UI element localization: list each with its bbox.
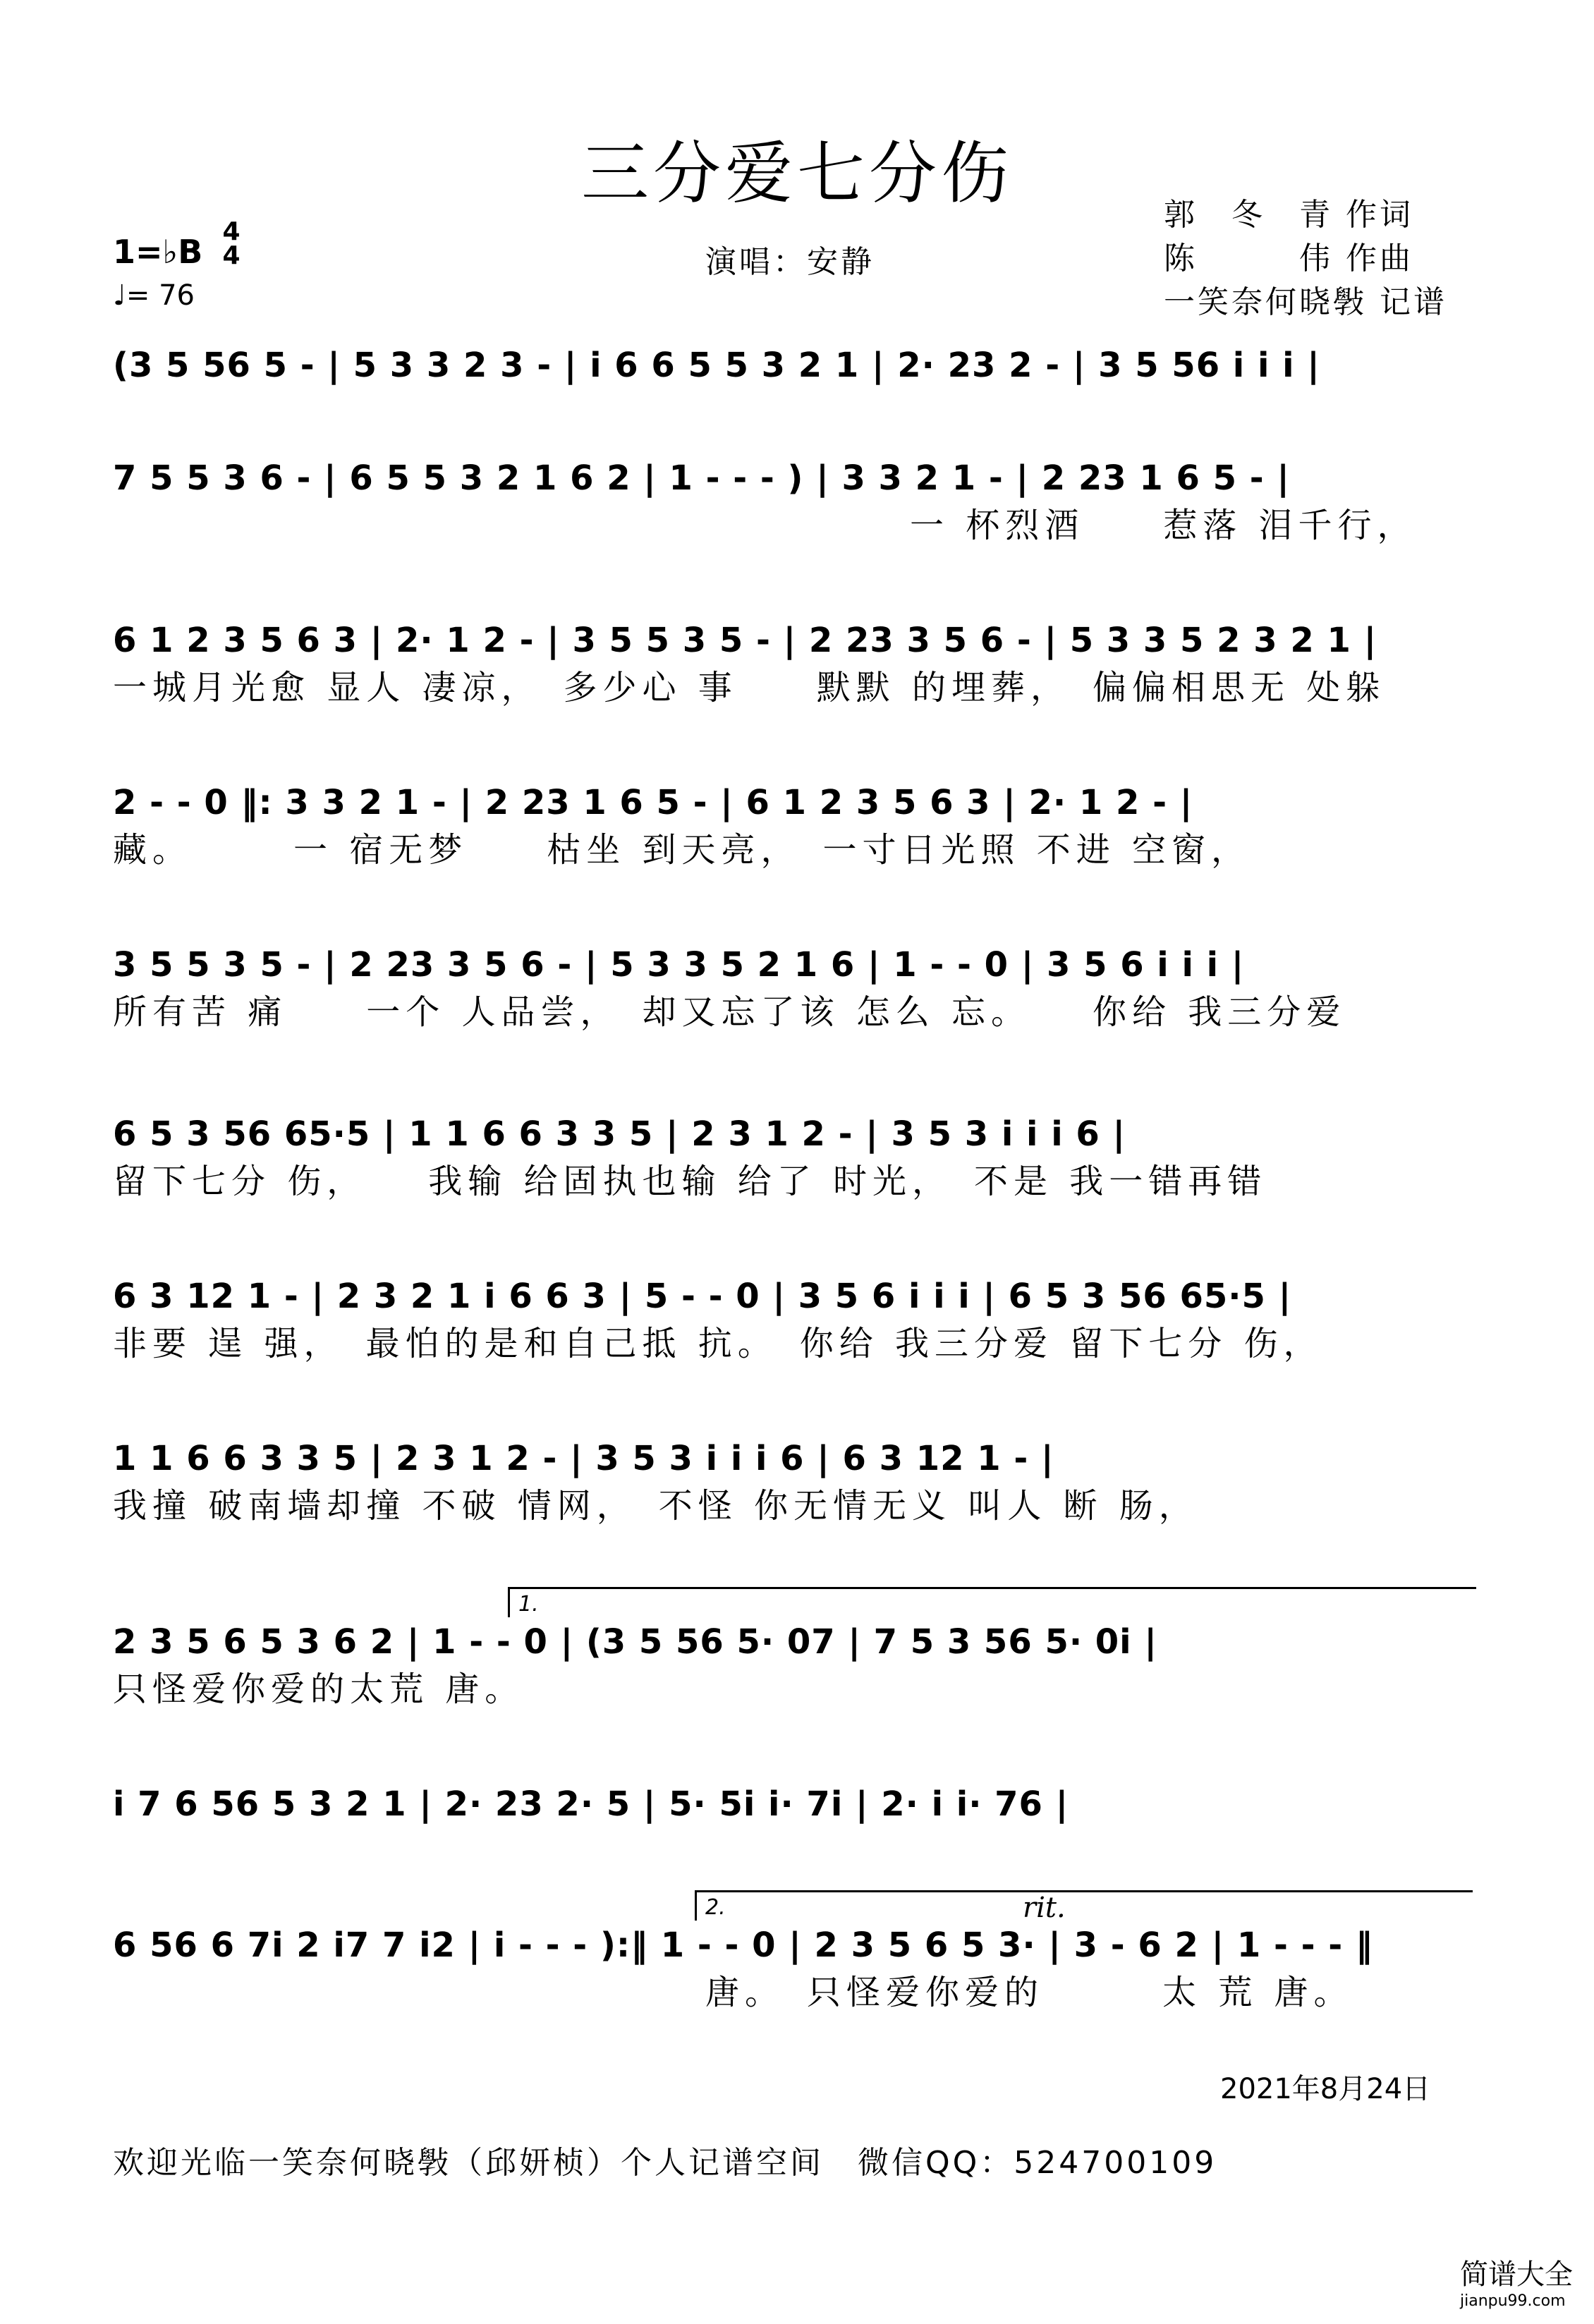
score-system-8 [113, 1439, 1198, 1527]
ritardando-marking: rit. [1023, 1892, 1066, 1924]
time-signature-top: 4 [222, 217, 241, 246]
transcriber-credit: 一笑奈何晓斅 记谱 [1164, 284, 1447, 320]
transcription-date: 2021年8月24日 [1220, 2073, 1431, 2105]
score-system-10 [113, 1784, 1069, 1824]
notes-line: 6 3 12 1 - | 2 3 2 1 i 6 6 3 | 5 - - 0 | 3 5 6 i i i | 6 5 3 56 65·5 | [113, 1277, 1292, 1316]
score-system-7 [113, 1277, 1323, 1365]
lyrics-line: 所有苦 痛 一个 人品尝， 却又忘了该 怎么 忘。 你给 我三分爱 [113, 992, 1346, 1032]
tempo-marking: ♩= 76 [113, 279, 195, 312]
watermark-logo [1460, 2252, 1573, 2310]
notes-line: 2 - - 0 ‖: 3 3 2 1 - | 2 23 1 6 5 - | 6 1 2 3 5 6 3 | 2· 1 2 - | [113, 783, 1193, 822]
footer-note: 欢迎光临一笑奈何晓斅（邱妍桢）个人记谱空间 微信QQ：524700109 [113, 2145, 1217, 2181]
score-system-2 [113, 458, 1417, 547]
notes-line: 1 1 6 6 3 3 5 | 2 3 1 2 - | 3 5 3 i i i 6 | 6 3 12 1 - | [113, 1439, 1054, 1478]
volta-1-bracket [508, 1587, 1476, 1617]
score-system-4 [113, 783, 1251, 871]
notes-line: 3 5 5 3 5 - | 2 23 3 5 6 - | 5 3 3 5 2 1 6 | 1 - - 0 | 3 5 6 i i i | [113, 945, 1245, 985]
notes-line: 7 5 5 3 6 - | 6 5 5 3 2 1 6 2 | 1 - - - ) | 3 3 2 1 - | 2 23 1 6 5 - | [113, 458, 1290, 498]
lyrics-line: 唐。 只怪爱你爱的 太 荒 唐。 [705, 1973, 1353, 2012]
time-signature [217, 217, 245, 270]
lyrics-line: 一 杯烈酒 惹落 泪千行， [910, 506, 1417, 545]
score-system-6 [113, 1114, 1267, 1203]
notes-line: 6 1 2 3 5 6 3 | 2· 1 2 - | 3 5 5 3 5 - | 2 23 3 5 6 - | 5 3 3 5 2 3 2 1 | [113, 621, 1377, 660]
volta-2-bracket [695, 1890, 1473, 1921]
watermark-name: 简谱大全 [1460, 2258, 1573, 2291]
lyrics-line: 藏。 一 宿无梦 枯坐 到天亮， 一寸日光照 不进 空窗， [113, 830, 1251, 870]
notes-line: 6 56 6 7i 2 i7 7 i2 | i - - - ):‖ 1 - - 0 | 2 3 5 6 5 3· | 3 - 6 2 | 1 - - - ‖ [113, 1925, 1373, 1965]
watermark-url: jianpu99.com [1460, 2292, 1566, 2310]
notes-line: 6 5 3 56 65·5 | 1 1 6 6 3 3 5 | 2 3 1 2 - | 3 5 3 i i i 6 | [113, 1114, 1126, 1154]
score-system-5 [113, 945, 1346, 1033]
score-system-9 [113, 1622, 1157, 1710]
lyrics-line: 留下七分 伤， 我输 给固执也输 给了 时光， 不是 我一错再错 [113, 1162, 1267, 1201]
composer-credit: 陈 伟 作曲 [1164, 241, 1413, 276]
lyrics-line: 只怪爱你爱的太荒 唐。 [113, 1669, 525, 1709]
notes-line: (3 5 56 5 - | 5 3 3 2 3 - | i 6 6 5 5 3 2 1 | 2· 23 2 - | 3 5 56 i i i | [113, 346, 1320, 385]
volta-1-label: 1. [518, 1592, 539, 1617]
lyrics-line: 非要 逞 强， 最怕的是和自己抵 抗。 你给 我三分爱 留下七分 伤， [113, 1324, 1323, 1363]
time-signature-bottom: 4 [222, 241, 241, 270]
score-title: 三分爱七分伤 [581, 134, 1013, 213]
notes-line: i 7 6 56 5 3 2 1 | 2· 23 2· 5 | 5· 5i i· 7i | 2· i i· 76 | [113, 1784, 1069, 1824]
volta-2-label: 2. [705, 1895, 726, 1920]
lyrics-line: 我撞 破南墙却撞 不破 情网， 不怪 你无情无义 叫人 断 肠， [113, 1486, 1198, 1526]
notes-line: 2 3 5 6 5 3 6 2 | 1 - - 0 | (3 5 56 5· 07 | 7 5 3 56 5· 0i | [113, 1622, 1157, 1662]
score-system-11 [113, 1925, 1373, 2014]
lyricist-credit: 郭 冬 青 作词 [1164, 197, 1413, 233]
lyrics-line: 一城月光愈 显人 凄凉， 多少心 事 默默 的埋葬， 偏偏相思无 处躲 [113, 668, 1386, 707]
score-system-3 [113, 621, 1385, 709]
key-signature: 1=♭B [113, 233, 203, 271]
singer-credit: 演唱：安静 [705, 244, 875, 280]
score-system-1 [113, 346, 1320, 385]
